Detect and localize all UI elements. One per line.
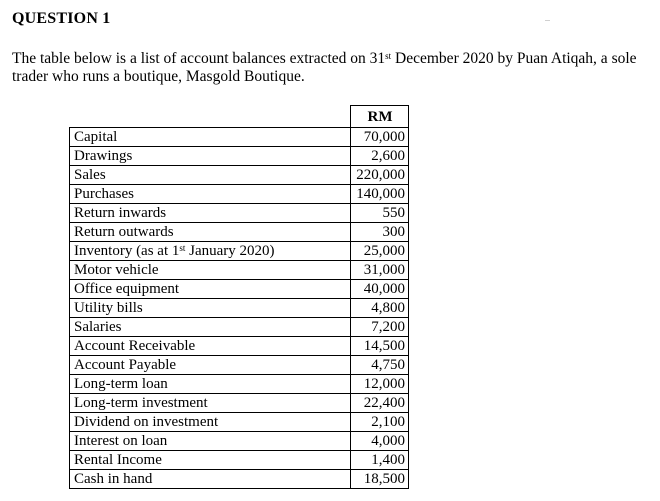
account-name-cell: Return inwards xyxy=(70,204,351,223)
table-row xyxy=(70,242,409,261)
account-balances-table xyxy=(69,105,409,489)
account-name-suffix: st xyxy=(179,243,186,253)
account-name-start: Inventory (as at 1 xyxy=(74,243,180,259)
account-name-cell: Account Receivable xyxy=(70,337,351,356)
account-amount-cell: 550 xyxy=(351,204,409,223)
account-name-cell: Sales xyxy=(70,166,351,185)
account-name-cell: Rental Income xyxy=(70,451,351,470)
account-name-cell: Long-term loan xyxy=(70,375,351,394)
account-name-cell: Capital xyxy=(70,128,351,147)
account-amount-cell: 18,500 xyxy=(351,470,409,489)
account-name-cell: Office equipment xyxy=(70,280,351,299)
intro-date-suffix: st xyxy=(385,51,392,61)
table-header-row xyxy=(70,106,409,128)
account-amount-cell: 22,400 xyxy=(351,394,409,413)
intro-paragraph xyxy=(12,50,652,86)
account-amount-cell: 4,000 xyxy=(351,432,409,451)
table-row xyxy=(70,185,409,204)
account-name-header xyxy=(70,106,351,128)
account-name-cell: Long-term investment xyxy=(70,394,351,413)
account-amount-cell: 12,000 xyxy=(351,375,409,394)
account-amount-cell: 2,100 xyxy=(351,413,409,432)
intro-text-end: December 2020 by Puan Atiqah, a sole trader who runs a boutique, Masgold Boutique. xyxy=(12,50,637,85)
account-amount-cell: 4,750 xyxy=(351,356,409,375)
table-row xyxy=(70,147,409,166)
account-amount-cell: 7,200 xyxy=(351,318,409,337)
currency-header: RM xyxy=(351,106,409,128)
account-amount-cell: 31,000 xyxy=(351,261,409,280)
account-amount-cell: 1,400 xyxy=(351,451,409,470)
table-row xyxy=(70,413,409,432)
table-row xyxy=(70,261,409,280)
table-body xyxy=(70,128,409,489)
table-row xyxy=(70,318,409,337)
table-row xyxy=(70,470,409,489)
table-row xyxy=(70,128,409,147)
table-row xyxy=(70,337,409,356)
account-amount-cell: 220,000 xyxy=(351,166,409,185)
account-name-cell: Motor vehicle xyxy=(70,261,351,280)
table-row xyxy=(70,356,409,375)
table-row xyxy=(70,432,409,451)
account-amount-cell: 40,000 xyxy=(351,280,409,299)
table-row xyxy=(70,223,409,242)
account-name-cell: Utility bills xyxy=(70,299,351,318)
account-amount-cell: 70,000 xyxy=(351,128,409,147)
table-row xyxy=(70,166,409,185)
table-row xyxy=(70,280,409,299)
account-amount-cell: 14,500 xyxy=(351,337,409,356)
account-amount-cell: 140,000 xyxy=(351,185,409,204)
account-name-cell: Drawings xyxy=(70,147,351,166)
account-amount-cell: 4,800 xyxy=(351,299,409,318)
question-title: QUESTION 1 xyxy=(12,10,111,27)
account-name-cell: Account Payable xyxy=(70,356,351,375)
account-name-cell: Return outwards xyxy=(70,223,351,242)
account-name-cell: Dividend on investment xyxy=(70,413,351,432)
account-name-cell xyxy=(70,242,351,261)
table-row xyxy=(70,375,409,394)
intro-text-start: The table below is a list of account balances extracted on 31 xyxy=(12,50,386,67)
account-name-cell: Purchases xyxy=(70,185,351,204)
account-name-cell: Interest on loan xyxy=(70,432,351,451)
table-row xyxy=(70,451,409,470)
account-name-cell: Salaries xyxy=(70,318,351,337)
account-name-end: January 2020) xyxy=(185,243,275,259)
account-amount-cell: 2,600 xyxy=(351,147,409,166)
account-amount-cell: 25,000 xyxy=(351,242,409,261)
account-name-cell: Cash in hand xyxy=(70,470,351,489)
table-row xyxy=(70,394,409,413)
scan-artifact xyxy=(545,20,550,21)
table-row xyxy=(70,299,409,318)
table-row xyxy=(70,204,409,223)
account-amount-cell: 300 xyxy=(351,223,409,242)
